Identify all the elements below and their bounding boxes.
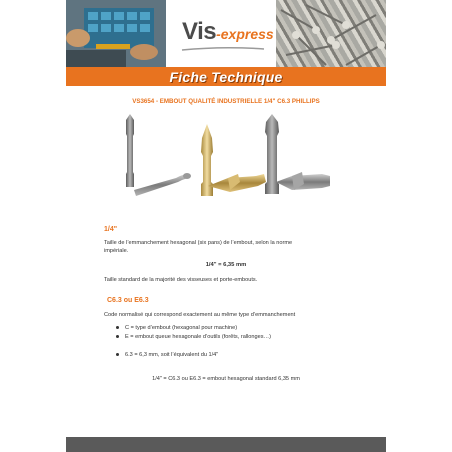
title-banner: [66, 67, 386, 86]
section-heading-size: 1/4": [104, 226, 118, 233]
size-description: [104, 239, 364, 255]
steel-bit-lying: [134, 173, 191, 196]
logo-main-text: Vis: [182, 18, 217, 45]
product-subtitle: VS3654 - EMBOUT QUALITÉ INDUSTRIELLE 1/4" C6.3 PHILLIPS: [132, 98, 320, 105]
size-standard-note: Taille standard de la majorité des visseuses et porte-embouts.: [104, 277, 258, 283]
bullet-text: E = embout queue hexagonale d’outils (forêts, rallonges…): [125, 334, 271, 340]
steel-bit-standing: [126, 114, 134, 187]
document-page: [66, 0, 386, 452]
footer-bar: [66, 437, 386, 452]
bullet-dot-icon: [116, 353, 119, 356]
screws-photo: [276, 0, 386, 70]
section-heading-code: C6.3 ou E6.3: [107, 297, 149, 304]
size-conversion: 1/4" = 6,35 mm: [205, 262, 247, 268]
banner-title: Fiche Technique: [169, 68, 283, 85]
logo-swoosh-icon: [180, 46, 266, 52]
size-description-line1: Taille de l’emmanchement hexagonal (six pans) de l’embout, selon la norme: [104, 240, 293, 246]
bullet-text: C = type d’embout (hexagonal pour machine): [125, 325, 238, 331]
bullet-item-size: [116, 352, 218, 358]
logo-accent-text: -express: [216, 26, 274, 42]
bullet-item-c: [116, 325, 237, 331]
tools-photo: [66, 0, 166, 70]
logo-area: [166, 0, 276, 70]
code-summary: 1/4" = C6.3 ou E6.3 = embout hexagonal standard 6,35 mm: [152, 376, 300, 382]
dark-bit-lying: [276, 172, 330, 190]
bullet-dot-icon: [116, 326, 119, 329]
product-image: [116, 112, 336, 202]
bullet-item-e: [116, 334, 271, 340]
gold-bit-lying: [208, 174, 266, 192]
code-description: Code normalisé qui correspond exactement au même type d’emmanchement: [104, 312, 296, 318]
header: [66, 0, 386, 70]
size-description-line2: impériale.: [104, 248, 129, 254]
bullet-dot-icon: [116, 335, 119, 338]
vis-express-logo: [182, 18, 274, 46]
bullet-text: 6.3 = 6,3 mm, soit l’équivalent du 1/4": [125, 352, 219, 358]
